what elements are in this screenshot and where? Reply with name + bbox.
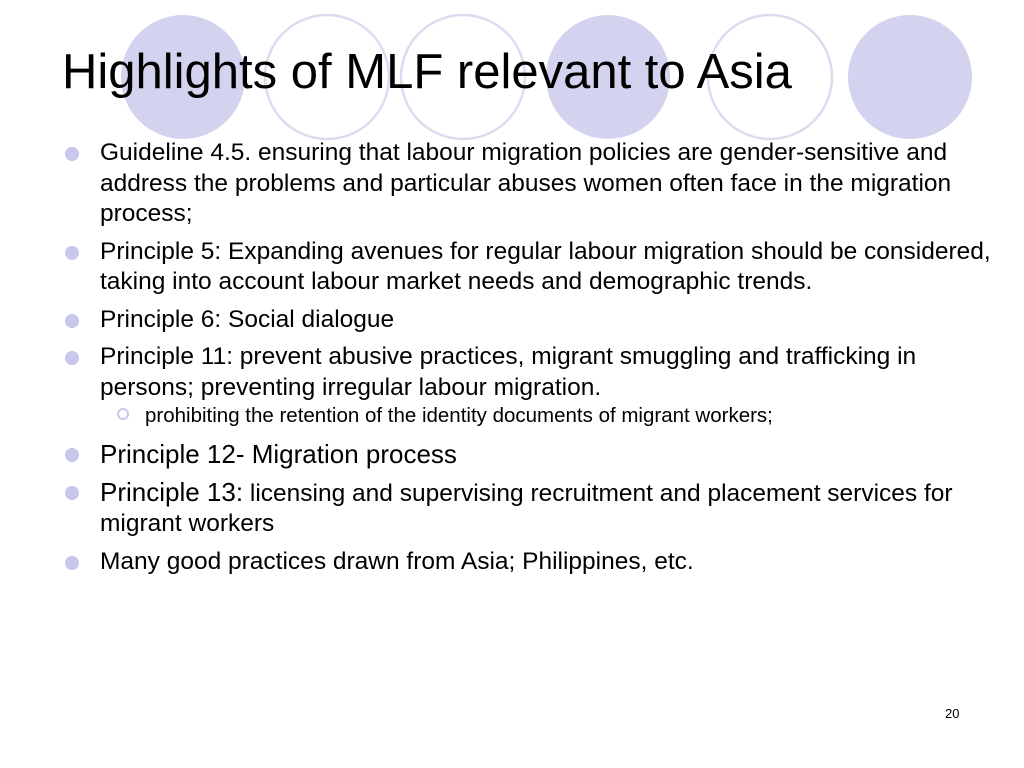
bullet-text: Principle 11: prevent abusive practices, migrant smuggling and trafficking in persons; preventing irregular labour migration. [100,343,917,401]
bullet-dot-icon [65,147,79,161]
bullet-text: Principle 5: Expanding avenues for regular labour migration should be considered, taking into account labour market needs and demographic trends. [100,237,991,295]
bullet-item-principle-12 [62,439,997,470]
bullet-text: Principle 12- Migration process [100,439,457,469]
bullet-text: Principle 6: Social dialogue [100,305,395,333]
bullet-list [62,138,997,584]
bullet-item-principle-11 [62,342,997,403]
bullet-dot-icon [65,351,79,365]
sub-bullet-text: prohibiting the retention of the identity documents of migrant workers; [145,404,773,427]
sub-bullet-item-identity-documents [62,403,997,429]
slide-title: Highlights of MLF relevant to Asia [62,45,792,99]
page-number: 20 [945,706,960,721]
bullet-item-principle-6 [62,305,997,336]
bullet-text: licensing and supervising recruitment and placement services for migrant workers [100,479,953,537]
bullet-dot-icon [65,448,79,462]
bullet-text: Guideline 4.5. ensuring that labour migration policies are gender-sensitive and address the problems and particular abuses women often face in the migration process; [100,139,952,227]
bullet-text: Many good practices drawn from Asia; Philippines, etc. [100,547,694,575]
bullet-dot-icon [65,314,79,328]
bullet-dot-icon [65,556,79,570]
bullet-item-guideline-4-5 [62,138,997,230]
bullet-item-principle-5 [62,237,997,298]
decorative-circle-filled-3 [848,15,972,139]
bullet-item-good-practices [62,547,997,578]
bullet-dot-icon [65,486,79,500]
bullet-dot-icon [65,246,79,260]
bullet-item-principle-13 [62,477,997,540]
bullet-lead-text: Principle 13: [100,476,244,507]
sub-bullet-ring-icon [117,408,129,420]
